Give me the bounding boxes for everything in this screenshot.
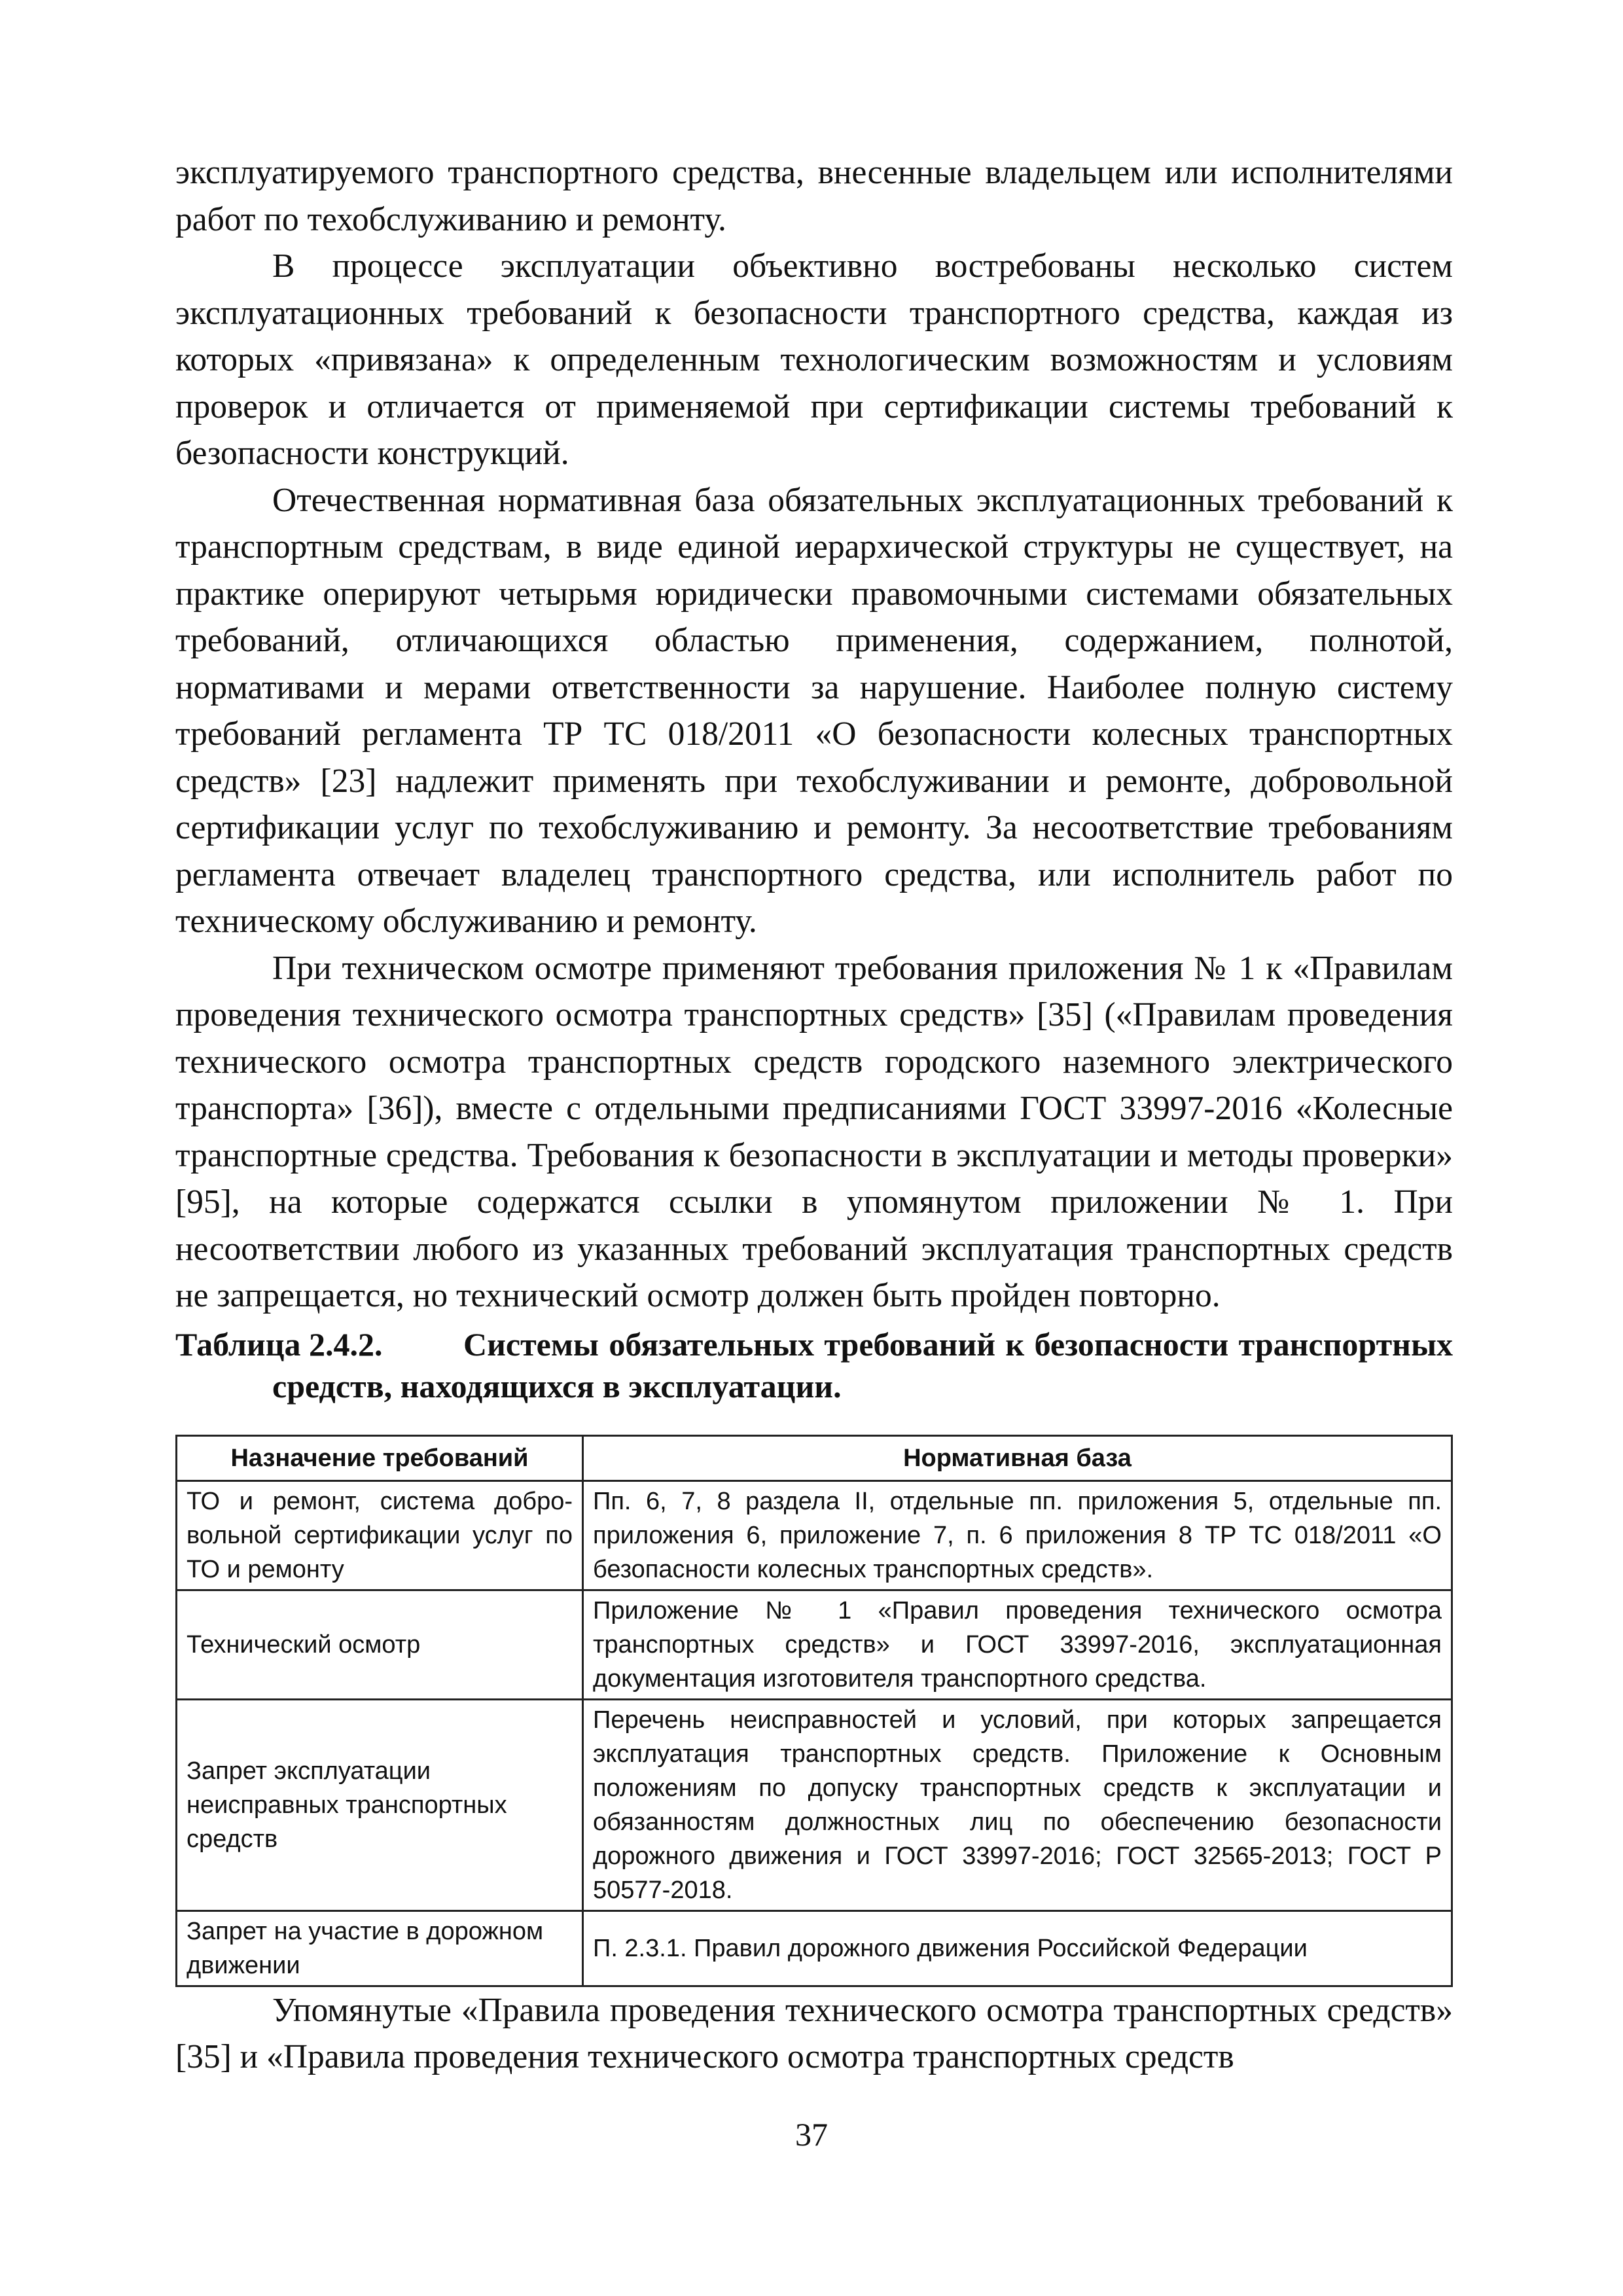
paragraph-normative-base: Отечественная нормативная база обязательных эксплуатационных требований к транспортным средствам, в виде единой иерархической структуры не существует, на практике оперируют четырьмя юридически правомочными системами обязательных требований, отличающихся областью применения, содержанием, полнотой, нормативами и мерами ответственности за нарушение. Наиболее полную систему требований регламента ТР ТС 018/2011 «О безопасности колесных транспортных средств» [23] надлежит применять при техобслуживании и ремонте, добровольной сертификации услуг по техобслуживанию и ремонту. За несоответствие требованиям регламента отвечает владелец транспортного средства, или исполнитель работ по техническому обслуживанию и ремонту. bbox=[175, 481, 1453, 940]
table-caption bbox=[175, 1323, 1453, 1407]
header-purpose: Назначение требований bbox=[177, 1435, 583, 1480]
table-header-row bbox=[177, 1435, 1452, 1480]
cell-purpose: Запрет на участие в дорожном движении bbox=[177, 1910, 583, 1986]
paragraph-tech-inspection: При техническом осмотре применяют требования приложения № 1 к «Правилам проведения технического осмотра транспортных средств» [35] («Правилам проведения технического осмотра транспортных средств городского наземного электрического транспорта» [36]), вместе с отдельными предписаниями ГОСТ 33997-2016 «Колесные транспортные средства. Требования к безопасности в эксплуатации и методы проверки» [95], на которые содержатся ссылки в упомянутом приложении № 1. При несоответствии любого из указанных требований эксплуатация транспортных средств не запрещается, но технический осмотр должен быть пройден повторно. bbox=[175, 949, 1453, 1314]
header-normative-base: Нормативная база bbox=[583, 1435, 1452, 1480]
cell-purpose: Технический осмотр bbox=[177, 1590, 583, 1699]
cell-base: Пп. 6, 7, 8 раздела II, отдельные пп. приложения 5, отдельные пп. приложения 6, приложение 7, п. 6 приложения 8 ТР ТС 018/2011 «О безопасности колесных транспортных средств». bbox=[583, 1480, 1452, 1590]
cell-base: П. 2.3.1. Правил дорожного движения Российской Федерации bbox=[583, 1910, 1452, 1986]
table-caption-title-line1: Системы обязательных требований к безопасности транспортных bbox=[463, 1325, 1453, 1363]
paragraph-operation-systems: В процессе эксплуатации объективно востребованы несколько систем эксплуатационных требований к безопасности транспортного средства, каждая из которых «привязана» к определенным технологическим возможностям и условиям проверок и отличается от применяемой при сертификации системы требований к безопасности конструкций. bbox=[175, 247, 1453, 472]
page-number: 37 bbox=[795, 2116, 828, 2153]
table-row bbox=[177, 1699, 1452, 1910]
table-row bbox=[177, 1590, 1452, 1699]
table-row bbox=[177, 1480, 1452, 1590]
cell-base: Перечень неисправностей и условий, при которых запрещается эксплуатация транспортных средств. Приложение к Основным положениям по допуску транспортных средств к эксплуатации и обязанностям должностных лиц по обеспечению безопасности дорожного движения и ГОСТ 33997-2016; ГОСТ 32565-2013; ГОСТ Р 50577-2018. bbox=[583, 1699, 1452, 1910]
table-caption-label: Таблица 2.4.2. bbox=[175, 1325, 383, 1363]
paragraph-after-table: Упомянутые «Правила проведения технического осмотра транспортных средств» [35] и «Правила проведения технического осмотра транспортных средств bbox=[175, 1991, 1453, 2075]
cell-purpose: ТО и ремонт, система добровольной сертификации услуг по ТО и ремонту bbox=[177, 1480, 583, 1590]
table-caption-title-line2: средств, находящихся в эксплуатации. bbox=[272, 1367, 842, 1405]
paragraph-continuation: эксплуатируемого транспортного средства, внесенные владельцем или исполнителями работ по техобслуживанию и ремонту. bbox=[175, 154, 1453, 238]
cell-purpose: Запрет эксплуатации неисправных транспортных средств bbox=[177, 1699, 583, 1910]
table-row bbox=[177, 1910, 1452, 1986]
page-content bbox=[175, 149, 1453, 2081]
requirements-table bbox=[175, 1435, 1453, 1987]
cell-base: Приложение № 1 «Правил проведения технического осмотра транспортных средств» и ГОСТ 33997-2016, эксплуатационная документация изготовителя транспортного средства. bbox=[583, 1590, 1452, 1699]
